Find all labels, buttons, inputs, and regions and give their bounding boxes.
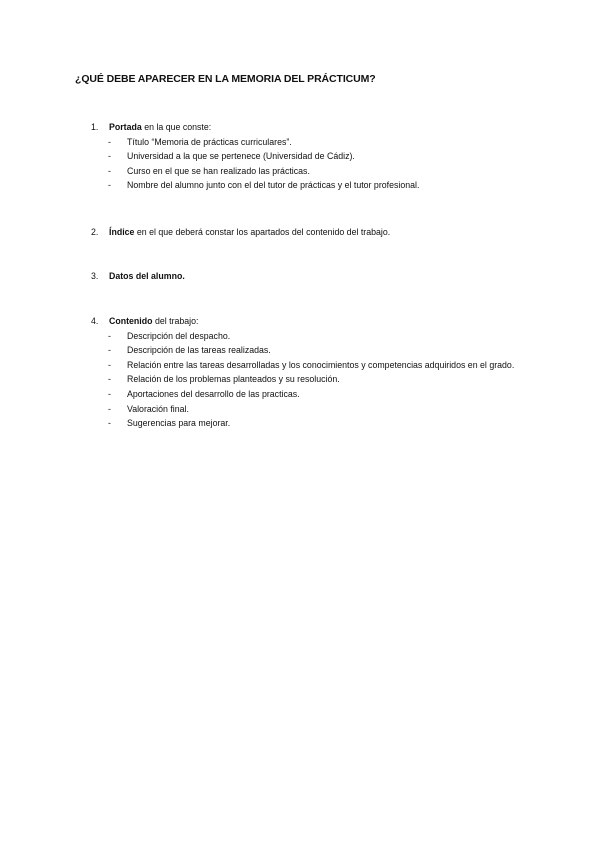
section-number: 2. — [91, 227, 99, 237]
section-indice — [91, 225, 561, 240]
list-item — [91, 164, 561, 179]
section-number: 4. — [91, 316, 99, 326]
list-item-text: Universidad a la que se pertenece (Universidad de Cádiz). — [127, 151, 355, 162]
dash-bullet: - — [108, 345, 111, 356]
list-item — [91, 329, 561, 344]
list-item — [91, 135, 561, 150]
dash-bullet: - — [108, 136, 111, 147]
list-item-text: Relación de los problemas planteados y su resolución. — [127, 374, 340, 385]
list-item-text: Aportaciones del desarrollo de las practicas. — [127, 388, 300, 399]
list-item — [91, 178, 561, 193]
section-text: en el que deberá constar los apartados del contenido del trabajo. — [134, 227, 391, 237]
section-contenido — [91, 314, 561, 431]
list-item — [91, 343, 561, 358]
dash-bullet: - — [108, 388, 111, 399]
list-item — [91, 372, 561, 387]
dash-bullet: - — [108, 151, 111, 162]
section-number: 3. — [91, 271, 99, 281]
dash-bullet: - — [108, 180, 111, 191]
section-heading — [91, 314, 561, 329]
list-item — [91, 149, 561, 164]
section-heading — [91, 225, 561, 240]
dash-bullet: - — [108, 403, 111, 414]
list-item-text: Sugerencias para mejorar. — [127, 418, 231, 429]
section-datos-alumno — [91, 269, 561, 284]
list-item — [91, 402, 561, 417]
section-heading — [91, 120, 561, 135]
list-item — [91, 387, 561, 402]
section-keyword: Datos del alumno. — [109, 271, 185, 281]
dash-bullet: - — [108, 165, 111, 176]
section-list — [91, 329, 561, 431]
dash-bullet: - — [108, 374, 111, 385]
list-item — [91, 416, 561, 431]
dash-bullet: - — [108, 359, 111, 370]
list-item-text: Título “Memoria de prácticas curriculares”. — [127, 136, 292, 147]
section-text: del trabajo: — [152, 316, 199, 326]
list-item-text: Curso en el que se han realizado las prácticas. — [127, 165, 310, 176]
list-item-text: Nombre del alumno junto con el del tutor de prácticas y el tutor profesional. — [127, 180, 420, 191]
section-heading — [91, 269, 561, 284]
section-portada — [91, 120, 561, 193]
section-text: en la que conste: — [141, 122, 212, 132]
section-number: 1. — [91, 122, 99, 132]
list-item — [91, 358, 561, 373]
section-keyword: Índice — [109, 227, 135, 237]
section-keyword: Portada — [109, 122, 142, 132]
list-item-text: Descripción de las tareas realizadas. — [127, 345, 271, 356]
page-title: ¿QUÉ DEBE APARECER EN LA MEMORIA DEL PRÁCTICUM? — [75, 73, 376, 85]
dash-bullet: - — [108, 330, 111, 341]
list-item-text: Descripción del despacho. — [127, 330, 231, 341]
dash-bullet: - — [108, 418, 111, 429]
section-keyword: Contenido — [109, 316, 153, 326]
list-item-text: Valoración final. — [127, 403, 189, 414]
list-item-text: Relación entre las tareas desarrolladas y los conocimientos y competencias adquiridos en el grado. — [127, 359, 515, 370]
section-list — [91, 135, 561, 193]
